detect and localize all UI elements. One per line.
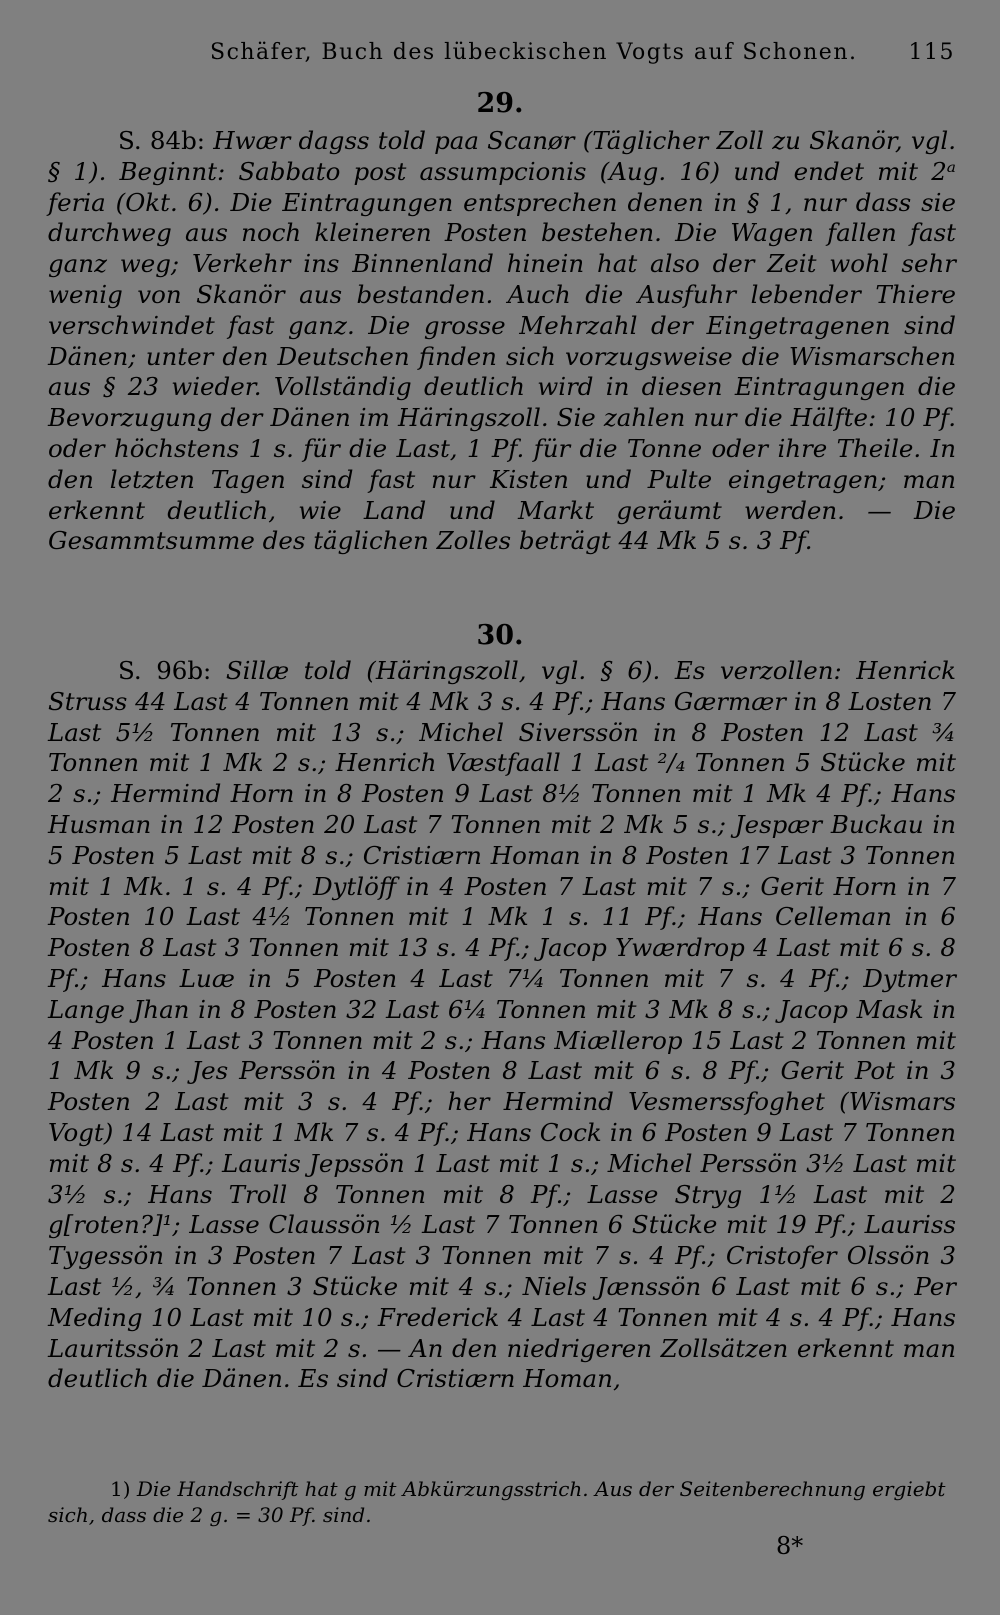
section-29-text: Hwær dagss told paa Scanør (Täglicher Zoll zu Skanör, vgl. § 1). Beginnt: Sabbato post assumpcionis (Aug. 16) und endet mit 2ᵃ feria (Okt. 6). Die Eintragungen entsprechen denen in § 1, nur dass sie durchweg aus noch kleineren Posten bestehen. Die Wagen fallen fast ganz weg; Verkehr ins Binnenland hinein hat also der Zeit wohl sehr wenig von Skanör aus bestanden. Auch die Ausfuhr lebender Thiere verschwindet fast ganz. Die grosse Mehrzahl der Eingetragenen sind Dänen; unter den Deutschen finden sich vorzugsweise die Wismarschen aus § 23 wieder. Vollständig deutlich wird in diesen Eintragungen die Bevorzugung der Dänen im Häringszoll. Sie zahlen nur die Hälfte: 10 Pf. oder höchstens 1 s. für die Last, 1 Pf. für die Tonne oder ihre Theile. In den letzten Tagen sind fast nur Kisten und Pulte eingetragen; man erkennt deutlich, wie Land und Markt geräumt werden. — Die Gesammtsumme des täglichen Zolles beträgt 44 Mk 5 s. 3 Pf.	[48, 126, 956, 556]
section-30-ref: S. 96b:	[118, 656, 226, 685]
page-number: 115	[908, 40, 955, 65]
signature-mark: 8*	[776, 1532, 804, 1560]
section-30-paragraph	[48, 656, 956, 1395]
section-29-ref: S. 84b:	[118, 126, 214, 155]
section-29-paragraph	[48, 126, 956, 557]
running-head: Schäfer, Buch des lübeckischen Vogts auf Schonen.	[210, 40, 858, 65]
section-number-30: 30.	[476, 620, 524, 651]
section-30-text: Sillæ told (Häringszoll, vgl. § 6). Es verzollen: Henrick Struss 44 Last 4 Tonnen mit 4 Mk 3 s. 4 Pf.; Hans Gærmær in 8 Losten 7 Last 5½ Tonnen mit 13 s.; Michel Siverssön in 8 Posten 12 Last ¾ Tonnen mit 1 Mk 2 s.; Henrich Væstfaall 1 Last ²/₄ Tonnen 5 Stücke mit 2 s.; Hermind Horn in 8 Posten 9 Last 8½ Tonnen mit 1 Mk 4 Pf.; Hans Husman in 12 Posten 20 Last 7 Tonnen mit 2 Mk 5 s.; Jespær Buckau in 5 Posten 5 Last mit 8 s.; Cristiærn Homan in 8 Posten 17 Last 3 Tonnen mit 1 Mk. 1 s. 4 Pf.; Dytlöff in 4 Posten 7 Last mit 7 s.; Gerit Horn in 7 Posten 10 Last 4½ Tonnen mit 1 Mk 1 s. 11 Pf.; Hans Celleman in 6 Posten 8 Last 3 Tonnen mit 13 s. 4 Pf.; Jacop Ywærdrop 4 Last mit 6 s. 8 Pf.; Hans Luæ in 5 Posten 4 Last 7¼ Tonnen mit 7 s. 4 Pf.; Dytmer Lange Jhan in 8 Posten 32 Last 6¼ Tonnen mit 3 Mk 8 s.; Jacop Mask in 4 Posten 1 Last 3 Tonnen mit 2 s.; Hans Miællerop 15 Last 2 Tonnen mit 1 Mk 9 s.; Jes Perssön in 4 Posten 8 Last mit 6 s. 8 Pf.; Gerit Pot in 3 Posten 2 Last mit 3 s. 4 Pf.; her Hermind Vesmerssfoghet (Wismars Vogt) 14 Last mit 1 Mk 7 s. 4 Pf.; Hans Cock in 6 Posten 9 Last 7 Tonnen mit 8 s. 4 Pf.; Lauris Jepssön 1 Last mit 1 s.; Michel Perssön 3½ Last mit 3½ s.; Hans Troll 8 Tonnen mit 8 Pf.; Lasse Stryg 1½ Last mit 2 g[roten?]¹; Lasse Claussön ½ Last 7 Tonnen 6 Stücke mit 19 Pf.; Lauriss Tygessön in 3 Posten 7 Last 3 Tonnen mit 7 s. 4 Pf.; Cristofer Olssön 3 Last ½, ¾ Tonnen 3 Stücke mit 4 s.; Niels Jænssön 6 Last mit 6 s.; Per Meding 10 Last mit 10 s.; Frederick 4 Last 4 Tonnen mit 4 s. 4 Pf.; Hans Lauritssön 2 Last mit 2 s. — An den niedrigeren Zollsätzen erkennt man deutlich die Dänen. Es sind Cristiærn Homan,	[48, 656, 956, 1394]
footnote	[48, 1476, 956, 1528]
section-number-29: 29.	[476, 88, 524, 119]
footnote-text: Die Handschrift hat g mit Abkürzungsstrich. Aus der Seitenberechnung ergiebt sich, dass die 2 g. = 30 Pf. sind.	[48, 1477, 946, 1527]
footnote-marker: 1)	[110, 1477, 137, 1501]
page-header	[200, 38, 955, 74]
